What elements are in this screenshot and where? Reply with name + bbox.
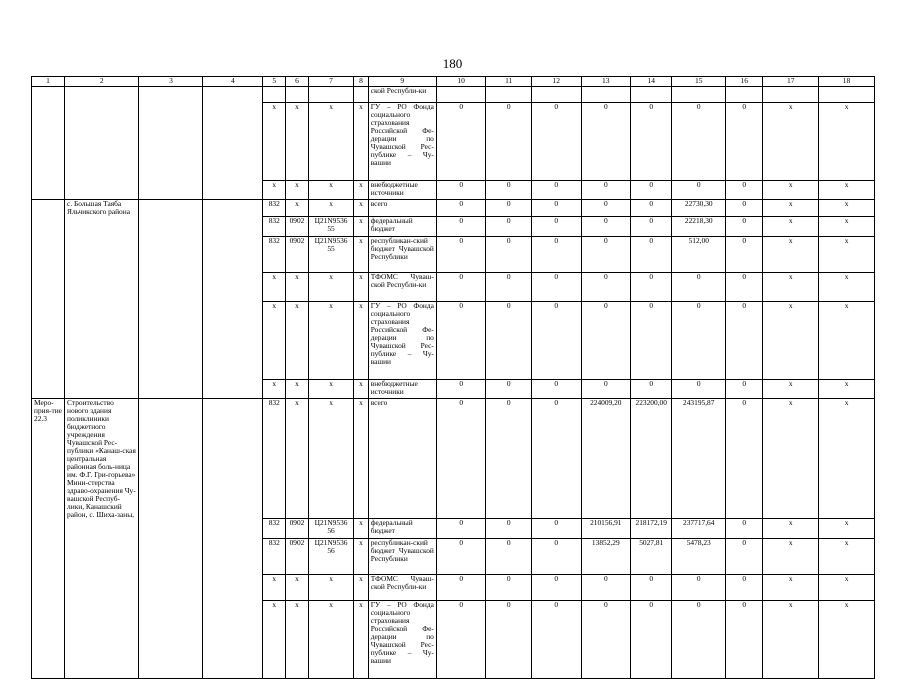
table-cell: ТФОМС Чуваш-ской Республи-ки [368, 575, 436, 601]
table-cell: ГУ – РО Фонда социального страхования Российской Фе-дерации по Чувашской Рес-публике – Чу-вашии [368, 601, 436, 679]
table-cell [32, 200, 65, 217]
table-row [32, 539, 875, 575]
table-cell: 0 [631, 575, 672, 601]
table-cell: 5027,81 [631, 539, 672, 575]
table-cell [203, 519, 263, 539]
table-cell [32, 87, 65, 103]
table-cell [531, 87, 581, 103]
table-cell [139, 539, 203, 575]
table-cell: х [819, 200, 875, 217]
table-cell [32, 216, 65, 236]
table-cell: х [308, 601, 353, 679]
table-cell: 0 [726, 519, 763, 539]
table-cell: федеральный бюджет [368, 519, 436, 539]
table-cell: 0 [631, 601, 672, 679]
table-cell: х [819, 575, 875, 601]
table-cell: республикан-ский бюджет Чувашской Республики [368, 539, 436, 575]
table-cell: х [819, 103, 875, 181]
table-cell: х [354, 398, 368, 519]
table-cell [65, 87, 139, 103]
table-cell: 0 [631, 301, 672, 379]
table-cell: х [354, 379, 368, 398]
table-cell [203, 87, 263, 103]
table-cell: 0 [726, 272, 763, 301]
table-cell: х [819, 216, 875, 236]
table-cell: х [763, 379, 819, 398]
table-cell: х [308, 103, 353, 181]
table-cell [486, 87, 531, 103]
table-cell [32, 301, 65, 379]
table-cell: х [819, 236, 875, 272]
table-cell: 0 [531, 216, 581, 236]
table-cell: 0 [581, 575, 631, 601]
table-cell [581, 87, 631, 103]
table-cell: 0 [726, 216, 763, 236]
table-cell [436, 87, 486, 103]
table-cell: 0 [581, 379, 631, 398]
table-cell [308, 87, 353, 103]
header-cell: 16 [726, 77, 763, 87]
table-cell [263, 87, 286, 103]
table-row [32, 379, 875, 398]
table-cell [32, 103, 65, 181]
header-row [32, 77, 875, 87]
table-cell: 0 [436, 519, 486, 539]
table-cell: х [263, 601, 286, 679]
table-cell: 0 [631, 181, 672, 200]
table-cell: х [354, 601, 368, 679]
table-cell: 5478,23 [672, 539, 726, 575]
table-cell: 0 [436, 236, 486, 272]
table-cell: х [819, 301, 875, 379]
table-cell: 0 [486, 398, 531, 519]
table-cell: 0 [486, 200, 531, 217]
table-cell: 0 [726, 398, 763, 519]
header-cell: 4 [203, 77, 263, 87]
table-cell: х [819, 181, 875, 200]
table-cell: 0 [531, 236, 581, 272]
table-cell [354, 87, 368, 103]
table-cell: х [354, 200, 368, 217]
table-cell: 0 [581, 216, 631, 236]
table-cell: 0 [581, 200, 631, 217]
table-cell [65, 379, 139, 398]
table-cell [203, 575, 263, 601]
table-cell: 0 [486, 379, 531, 398]
table-cell: 0 [531, 539, 581, 575]
table-cell: 243195,87 [672, 398, 726, 519]
table-cell [203, 181, 263, 200]
table-cell: х [263, 301, 286, 379]
table-cell: 832 [263, 200, 286, 217]
table-cell: х [819, 539, 875, 575]
table-cell: Ц21N9536 56 [308, 539, 353, 575]
table-cell: х [286, 575, 309, 601]
table-cell: х [263, 272, 286, 301]
table-cell: Строительство нового здания поликлиники бюджетного учреждения Чувашской Рес-публики «Канаш-ская центральная районная боль-ница им. Ф.Г. Гри-горьева» Мини-стерства здраво-охранения Чу-вашской Респуб-лики, Канашский район, с. Шиха-заны, [65, 398, 139, 519]
table-body [32, 77, 875, 679]
table-cell: 0 [672, 272, 726, 301]
table-cell [65, 519, 139, 539]
table-cell: 832 [263, 519, 286, 539]
table-cell: 0902 [286, 236, 309, 272]
table-cell: 0 [726, 301, 763, 379]
table-cell [65, 301, 139, 379]
table-cell: 224009,20 [581, 398, 631, 519]
table-cell [139, 575, 203, 601]
table-cell: Ц21N9536 55 [308, 216, 353, 236]
table-cell: 0 [531, 519, 581, 539]
table-cell: 0 [436, 200, 486, 217]
table-cell [139, 103, 203, 181]
table-row [32, 181, 875, 200]
table-cell [65, 575, 139, 601]
table-cell: 0 [672, 379, 726, 398]
table-cell: х [354, 301, 368, 379]
table-row [32, 216, 875, 236]
header-cell: 13 [581, 77, 631, 87]
table-cell [203, 301, 263, 379]
table-cell [203, 272, 263, 301]
header-cell: 14 [631, 77, 672, 87]
table-cell: 0 [486, 181, 531, 200]
table-cell: 0 [581, 103, 631, 181]
table-cell: х [354, 236, 368, 272]
table-cell: 0 [486, 236, 531, 272]
table-cell: 0 [531, 103, 581, 181]
table-cell: 0 [486, 301, 531, 379]
header-cell: 1 [32, 77, 65, 87]
table-cell: с. Большая Таяба Яльчикского района [65, 200, 139, 217]
table-cell: 22730,30 [672, 200, 726, 217]
table-cell [65, 216, 139, 236]
header-cell: 5 [263, 77, 286, 87]
table-cell: 0 [486, 519, 531, 539]
table-cell [139, 272, 203, 301]
table-cell [819, 87, 875, 103]
table-cell: х [819, 601, 875, 679]
table-cell: х [263, 103, 286, 181]
table-cell [203, 216, 263, 236]
table-cell: ГУ – РО Фонда социального страхования Российской Фе-дерации по Чувашской Рес-публике – Чу-вашии [368, 103, 436, 181]
table-cell [32, 236, 65, 272]
table-cell: х [354, 216, 368, 236]
table-cell: 0 [436, 379, 486, 398]
table-cell [65, 272, 139, 301]
table-cell: х [819, 379, 875, 398]
table-cell: 237717,64 [672, 519, 726, 539]
table-cell: ТФОМС Чуваш-ской Республи-ки [368, 272, 436, 301]
table-cell: внебюджетные источники [368, 379, 436, 398]
table-cell [139, 216, 203, 236]
table-cell [139, 181, 203, 200]
table-cell: х [354, 519, 368, 539]
table-cell [139, 200, 203, 217]
table-cell [139, 87, 203, 103]
table-cell: х [819, 519, 875, 539]
table-cell: 0 [581, 601, 631, 679]
table-cell [203, 398, 263, 519]
table-cell: 0 [436, 301, 486, 379]
table-cell [32, 379, 65, 398]
table-cell: х [763, 236, 819, 272]
header-cell: 18 [819, 77, 875, 87]
table-cell: Ц21N9536 56 [308, 519, 353, 539]
table-cell: х [286, 301, 309, 379]
table-cell: федеральный бюджет [368, 216, 436, 236]
table-cell: 0 [531, 379, 581, 398]
table-cell: 0 [486, 539, 531, 575]
table-cell [203, 200, 263, 217]
table-cell [65, 181, 139, 200]
table-cell: х [763, 539, 819, 575]
table-cell: 0 [726, 575, 763, 601]
table-cell [203, 236, 263, 272]
table-cell: х [763, 398, 819, 519]
table-cell: х [308, 272, 353, 301]
table-row [32, 301, 875, 379]
table-cell: 223200,00 [631, 398, 672, 519]
table-cell: 210156,91 [581, 519, 631, 539]
table-cell: 0 [436, 575, 486, 601]
table-cell: 0 [672, 181, 726, 200]
table-row [32, 87, 875, 103]
table-cell: 0 [672, 575, 726, 601]
table-cell: х [308, 575, 353, 601]
header-cell: 3 [139, 77, 203, 87]
table-cell [286, 87, 309, 103]
table-cell: х [308, 398, 353, 519]
table-cell: х [286, 103, 309, 181]
header-cell: 10 [436, 77, 486, 87]
table-cell: 0 [726, 601, 763, 679]
table-cell: х [763, 216, 819, 236]
table-cell: Меро-прия-тие 22.3 [32, 398, 65, 519]
table-cell: 0 [672, 601, 726, 679]
table-cell: 0902 [286, 519, 309, 539]
table-cell: х [308, 181, 353, 200]
table-cell: 0 [436, 539, 486, 575]
table-cell: всего [368, 398, 436, 519]
table-row [32, 200, 875, 217]
table-cell [65, 236, 139, 272]
table-cell: 0 [486, 575, 531, 601]
table-cell: 0 [531, 601, 581, 679]
table-cell: х [308, 379, 353, 398]
page-number: 180 [442, 56, 463, 71]
table-cell: республикан-ский бюджет Чувашской Республики [368, 236, 436, 272]
table-cell [631, 87, 672, 103]
table-cell: 0 [531, 575, 581, 601]
table-cell: х [819, 398, 875, 519]
budget-table [31, 76, 875, 679]
table-cell: 0 [436, 216, 486, 236]
table-cell: х [286, 601, 309, 679]
table-cell: 0 [631, 103, 672, 181]
table-cell: х [263, 575, 286, 601]
table-cell: х [263, 379, 286, 398]
header-cell: 12 [531, 77, 581, 87]
table-cell: 0 [436, 103, 486, 181]
table-cell: х [308, 301, 353, 379]
header-cell: 9 [368, 77, 436, 87]
table-row [32, 575, 875, 601]
table-cell: 0902 [286, 539, 309, 575]
table-cell: х [763, 181, 819, 200]
table-row [32, 519, 875, 539]
table-cell: 0 [726, 181, 763, 200]
header-cell: 8 [354, 77, 368, 87]
table-cell: 0 [436, 272, 486, 301]
table-cell: 0 [631, 216, 672, 236]
table-cell: х [819, 272, 875, 301]
table-cell: 0 [436, 398, 486, 519]
table-cell [32, 272, 65, 301]
table-cell: 22218,30 [672, 216, 726, 236]
table-cell: х [308, 200, 353, 217]
table-cell: 832 [263, 398, 286, 519]
table-cell: 0 [436, 601, 486, 679]
table-cell [139, 398, 203, 519]
table-cell: х [763, 519, 819, 539]
table-cell: х [763, 103, 819, 181]
table-cell: 0 [581, 301, 631, 379]
table-cell: 0 [726, 103, 763, 181]
table-cell: 0 [531, 272, 581, 301]
table-row [32, 398, 875, 519]
table-cell [65, 103, 139, 181]
table-cell: 0 [531, 181, 581, 200]
table-cell: х [286, 200, 309, 217]
table-row [32, 272, 875, 301]
header-cell: 11 [486, 77, 531, 87]
table-cell: 0 [581, 272, 631, 301]
table-cell: 0 [726, 200, 763, 217]
table-cell: х [286, 181, 309, 200]
table-cell [139, 236, 203, 272]
table-cell: 0 [631, 200, 672, 217]
table-cell: 0 [531, 200, 581, 217]
table-cell: 0 [581, 181, 631, 200]
header-cell: 6 [286, 77, 309, 87]
table-cell [203, 103, 263, 181]
table-cell: 0 [672, 301, 726, 379]
table-cell: 832 [263, 539, 286, 575]
table-cell: х [286, 379, 309, 398]
table-cell: 0 [486, 601, 531, 679]
table-cell: 0 [436, 181, 486, 200]
table-cell [203, 379, 263, 398]
header-cell: 7 [308, 77, 353, 87]
table-cell: 0 [672, 103, 726, 181]
table-cell: 13852,29 [581, 539, 631, 575]
table-cell [139, 379, 203, 398]
table-cell: внебюджетные источники [368, 181, 436, 200]
table-row [32, 103, 875, 181]
table-cell: 832 [263, 216, 286, 236]
table-cell [726, 87, 763, 103]
table-cell: х [354, 181, 368, 200]
header-cell: 17 [763, 77, 819, 87]
table-cell: х [763, 301, 819, 379]
table-cell: ГУ – РО Фонда социального страхования Российской Фе-дерации по Чувашской Рес-публике – Чу-вашии [368, 301, 436, 379]
table-cell: х [763, 200, 819, 217]
table-cell: 0 [631, 272, 672, 301]
table-cell [139, 519, 203, 539]
table-cell: х [354, 539, 368, 575]
table-cell [139, 301, 203, 379]
table-cell: 0 [631, 236, 672, 272]
table-cell: х [286, 272, 309, 301]
table-cell: х [286, 398, 309, 519]
table-cell [32, 539, 65, 575]
table-cell: 0 [486, 216, 531, 236]
table-cell: Ц21N9536 55 [308, 236, 353, 272]
table-cell: 218172,19 [631, 519, 672, 539]
table-cell: х [763, 272, 819, 301]
table-row [32, 236, 875, 272]
table-cell: 0 [486, 272, 531, 301]
table-cell: 0 [726, 379, 763, 398]
table-cell [32, 181, 65, 200]
table-cell: х [354, 272, 368, 301]
table-cell [763, 87, 819, 103]
header-cell: 15 [672, 77, 726, 87]
table-cell: 0 [726, 236, 763, 272]
table-cell: всего [368, 200, 436, 217]
table-cell: 0 [531, 398, 581, 519]
table-cell: ской Республи-ки [368, 87, 436, 103]
table-cell: х [763, 575, 819, 601]
table-cell: х [354, 575, 368, 601]
table-cell [32, 575, 65, 601]
table-cell: 0 [631, 379, 672, 398]
table-cell: 832 [263, 236, 286, 272]
table-cell [32, 519, 65, 539]
table-cell [203, 539, 263, 575]
table-cell: 0 [726, 539, 763, 575]
table-cell: х [263, 181, 286, 200]
table-cell: х [763, 601, 819, 679]
header-cell: 2 [65, 77, 139, 87]
table-cell: 512,00 [672, 236, 726, 272]
table-cell [672, 87, 726, 103]
table-cell [65, 539, 139, 575]
table-cell: х [354, 103, 368, 181]
table-cell: 0 [531, 301, 581, 379]
table-cell: 0902 [286, 216, 309, 236]
table-cell: 0 [486, 103, 531, 181]
table-cell: 0 [581, 236, 631, 272]
